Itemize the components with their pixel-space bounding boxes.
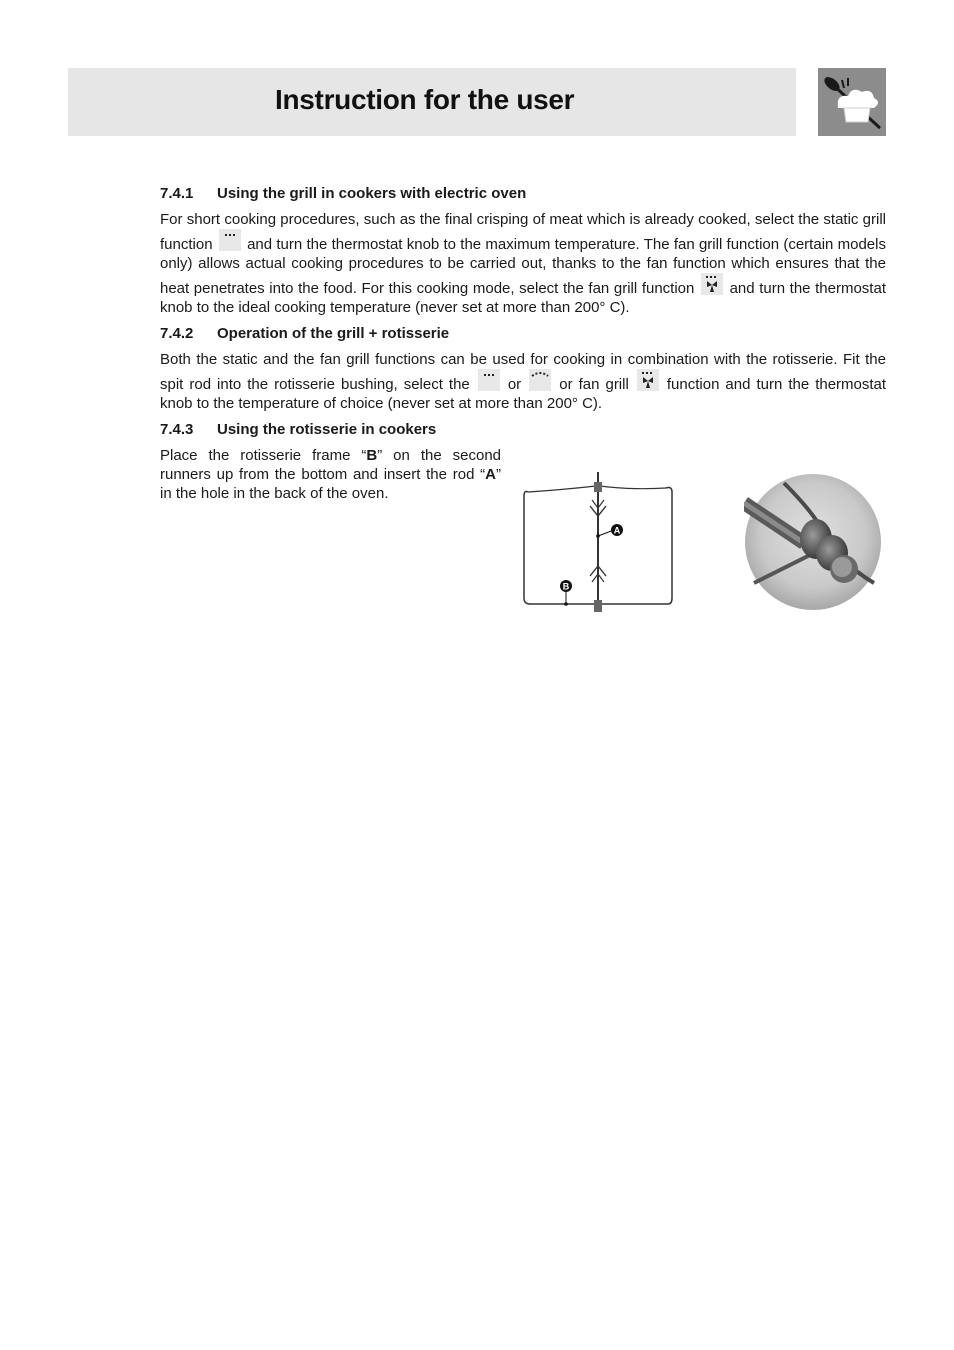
paragraph-text: or fan grill <box>559 376 629 393</box>
paragraph-text: and turn the thermostat knob to the maximum temperature. The fan grill function (certain models only) allows actual cooking procedures to be carried out, thanks to the fan function which ensures that the heat penetrates into the food. For this cooking mode, select the fan grill function <box>160 236 886 297</box>
diagram-label-a: A <box>613 525 621 536</box>
content <box>160 184 886 510</box>
section-heading <box>160 184 886 203</box>
section-title: Using the rotisserie in cookers <box>217 421 437 438</box>
paragraph-text: function and turn the thermostat knob to the temperature of choice (never set at more than 200° C). <box>160 376 887 412</box>
section-title: Operation of the grill + rotisserie <box>217 325 450 342</box>
paragraph-text: Both the static and the fan grill functions can be used for cooking in combination with the rotisserie. Fit the spit rod into the rotisserie bushing, select the <box>160 351 886 393</box>
paragraph-text: ” on the second runners up from the bottom and insert the rod “ <box>160 447 502 483</box>
section-title: Using the grill in cookers with electric oven <box>217 185 527 202</box>
paragraph-text: Place the rotisserie frame “ <box>160 447 367 464</box>
fan-grill-icon <box>637 369 659 391</box>
static-grill-icon <box>478 369 500 391</box>
rotisserie-bushing-photo <box>744 473 882 611</box>
rotisserie-diagram <box>520 472 680 614</box>
chef-hat-spoon-icon <box>818 68 886 136</box>
static-grill-icon <box>219 229 241 251</box>
paragraph-text: ” in the hole in the back of the oven. <box>160 466 501 502</box>
section-heading <box>160 324 886 343</box>
paragraph-text: and turn the thermostat knob to the ideal cooking temperature (never set at more than 200° C). <box>160 280 886 316</box>
paragraph-text: or <box>507 376 522 393</box>
section-number: 7.4.3 <box>160 421 194 438</box>
label-b: B <box>366 447 378 464</box>
section-paragraph <box>160 446 501 503</box>
large-grill-icon <box>529 369 551 391</box>
section-paragraph <box>160 210 886 317</box>
section-paragraph <box>160 350 886 413</box>
fan-grill-icon <box>701 273 723 295</box>
label-a: A <box>485 466 496 483</box>
section-heading <box>160 420 886 439</box>
section-number: 7.4.1 <box>160 185 194 202</box>
section-number: 7.4.2 <box>160 325 194 342</box>
paragraph-text: For short cooking procedures, such as the final crisping of meat which is already cooked, select the static grill function <box>160 211 886 253</box>
diagram-label-b: B <box>562 581 570 592</box>
page-title: Instruction for the user <box>275 84 575 115</box>
